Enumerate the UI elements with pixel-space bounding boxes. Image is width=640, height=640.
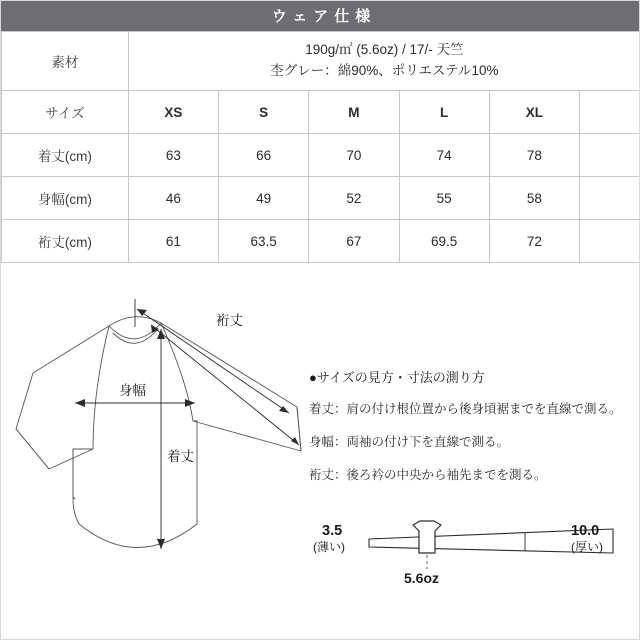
cell-sleeve-length-xl: 72	[489, 220, 579, 263]
cell-sleeve-length-l: 69.5	[399, 220, 489, 263]
right-sleeve-outline	[161, 323, 301, 451]
size-header-spacer	[580, 91, 640, 134]
cell-sleeve-length-spacer	[580, 220, 640, 263]
thickness-thin-value: 3.5	[322, 523, 343, 539]
cell-body-width-xs: 46	[128, 177, 218, 220]
size-header-m: M	[309, 91, 399, 134]
left-cuff	[16, 429, 49, 469]
cell-sleeve-length-s: 63.5	[219, 220, 309, 263]
cell-body-width-spacer	[580, 177, 640, 220]
table-row-body-width	[2, 177, 640, 220]
body-length-dimension-label: 着丈	[167, 449, 194, 464]
panel-header	[1, 1, 640, 31]
cell-body-width-l: 55	[399, 177, 489, 220]
table-row-size-header	[2, 91, 640, 134]
neckline-inner	[113, 330, 157, 343]
notes-title: ●サイズの見方・寸法の測り方	[309, 370, 485, 385]
size-header-s: S	[219, 91, 309, 134]
cell-body-length-s: 66	[219, 134, 309, 177]
sleeve-dim-line-upper	[137, 309, 289, 413]
thickness-thin-caption: (薄い)	[313, 540, 345, 554]
left-raglan-seam	[93, 326, 109, 449]
sleeve-dim-arrow2-end	[291, 437, 299, 445]
right-raglan-seam	[161, 323, 193, 421]
size-header-l: L	[399, 91, 489, 134]
material-line-2: 杢グレー：綿90%、ポリエステル10%	[270, 63, 499, 78]
row-label-body-length: 着丈(cm)	[2, 134, 129, 177]
cell-body-length-m: 70	[309, 134, 399, 177]
illustration-area	[1, 281, 640, 640]
body-width-dimension	[75, 399, 195, 407]
body-hem-curve	[79, 524, 197, 548]
spec-table	[1, 31, 640, 263]
body-length-arrow-bottom	[157, 539, 165, 549]
thickness-marker-label: 5.6oz	[404, 570, 440, 586]
thickness-thick-value: 10.0	[571, 523, 600, 539]
measurement-notes	[309, 367, 635, 483]
cell-body-length-spacer	[580, 134, 640, 177]
cell-sleeve-length-xs: 61	[128, 220, 218, 263]
sleeve-dim-line-lower	[151, 325, 299, 445]
row-label-body-width: 身幅(cm)	[2, 177, 129, 220]
thickness-thick-caption: (厚い)	[571, 540, 603, 554]
material-cell	[128, 32, 640, 91]
note-sleeve-length: 裄丈：後ろ衿の中央から袖先までを測る。	[309, 468, 547, 482]
table-row-material	[2, 32, 640, 91]
note-body-width: 身幅：両袖の付け下を直線で測る。	[309, 435, 510, 449]
cell-body-width-m: 52	[309, 177, 399, 220]
page-title: ウェア仕様	[271, 7, 377, 25]
body-length-dimension	[157, 329, 165, 549]
row-label-material: 素材	[2, 32, 129, 91]
size-header-xl: XL	[489, 91, 579, 134]
row-label-size: サイズ	[2, 91, 129, 134]
cell-body-width-s: 49	[219, 177, 309, 220]
body-width-dimension-label: 身幅	[119, 383, 146, 398]
cell-sleeve-length-m: 67	[309, 220, 399, 263]
cell-body-length-l: 74	[399, 134, 489, 177]
sleeve-length-dimension-label: 裄丈	[216, 313, 243, 328]
material-line-1: 190g/㎡ (5.6oz) / 17/- 天竺	[305, 42, 464, 58]
cell-body-length-xs: 63	[128, 134, 218, 177]
table-row-body-length	[2, 134, 640, 177]
cell-body-width-xl: 58	[489, 177, 579, 220]
body-left-side	[73, 449, 79, 524]
row-label-sleeve-length: 裄丈(cm)	[2, 220, 129, 263]
note-body-length: 着丈：肩の付け根位置から後身頃裾までを直線で測る。	[309, 402, 622, 416]
cell-body-length-xl: 78	[489, 134, 579, 177]
left-sleeve-outline	[16, 326, 109, 469]
table-row-sleeve-length	[2, 220, 640, 263]
size-header-xs: XS	[128, 91, 218, 134]
body-width-arrow-left	[75, 399, 85, 407]
